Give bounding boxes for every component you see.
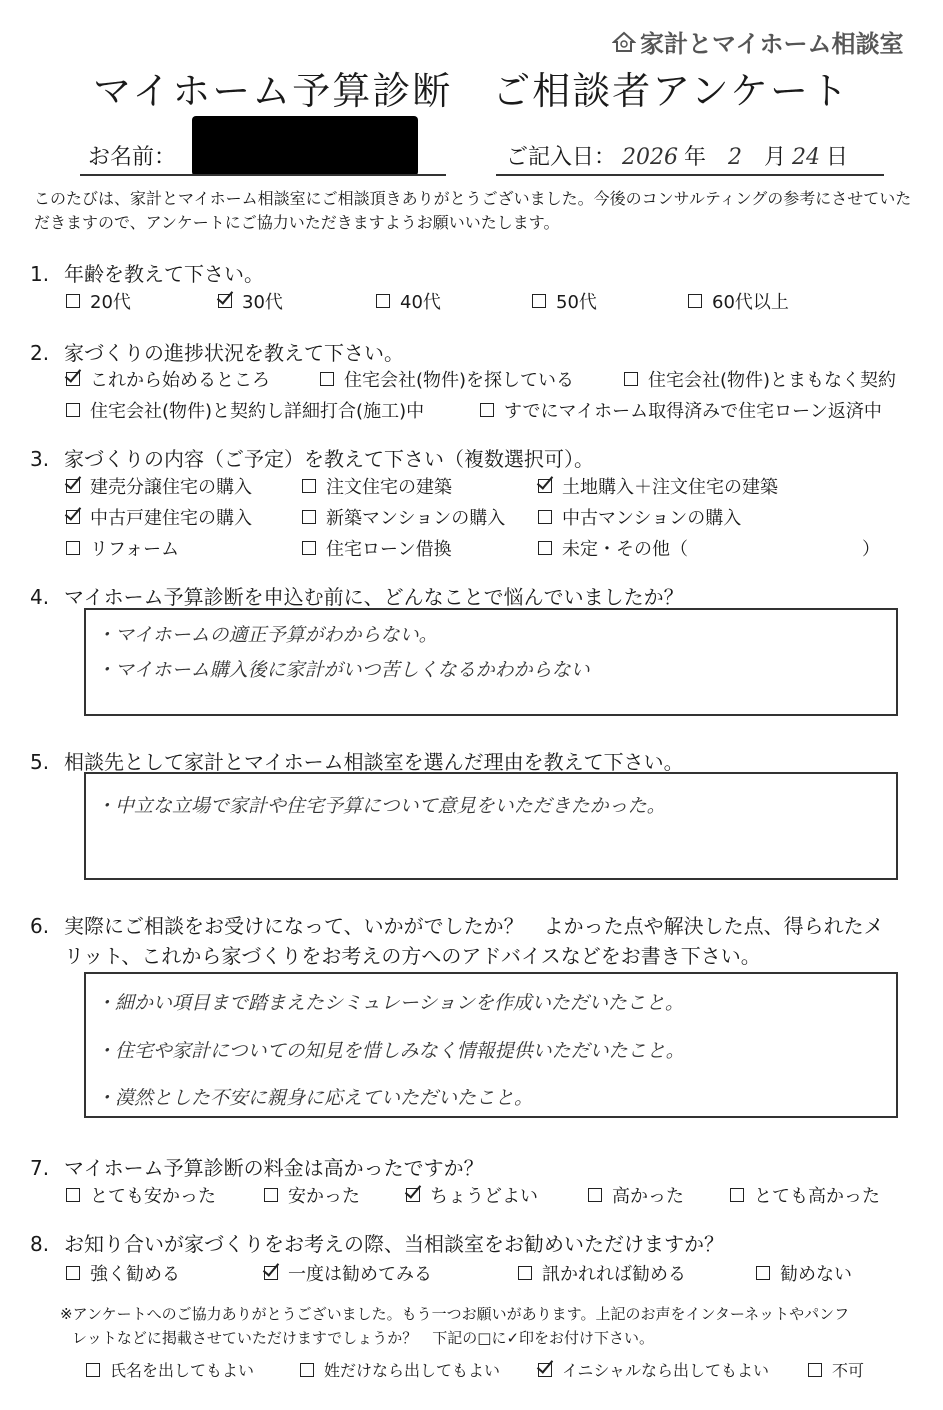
date-underline (496, 174, 884, 176)
q1-option-50s[interactable] (532, 288, 597, 314)
consent-option-initials[interactable] (538, 1358, 769, 1381)
checkbox[interactable] (302, 541, 316, 555)
q7-option-very-expensive[interactable] (730, 1182, 880, 1208)
checkbox[interactable] (320, 372, 334, 386)
checkbox[interactable] (86, 1363, 100, 1377)
question-text: マイホーム予算診断を申込む前に、どんなことで悩んでいましたか？ (64, 585, 684, 609)
question-6 (30, 910, 884, 939)
q2-option-starting[interactable] (66, 366, 270, 392)
option-label: ちょうどよい (430, 1186, 538, 1207)
q3-option-used-condo[interactable] (538, 504, 741, 530)
option-label: 訊かれれば勧める (542, 1264, 686, 1285)
logo-text: 家計とマイホーム相談室 (640, 30, 904, 58)
footer-note-line2: レットなどに掲載させていただけますでしょうか？ 下記の□に✓印をお付け下さい。 (72, 1329, 655, 1347)
q3-option-refinance[interactable] (302, 535, 452, 561)
question-number: 8. (30, 1232, 50, 1256)
option-label: 勧めない (780, 1264, 852, 1285)
question-number: 1. (30, 262, 50, 286)
answer-line: ・細かい項目まで踏まえたシミュレーションを作成いただいたこと。 (96, 992, 684, 1014)
checkbox-checked[interactable] (66, 479, 80, 493)
checkbox-checked[interactable] (218, 294, 232, 308)
checkbox[interactable] (532, 294, 546, 308)
question-text: 家づくりの進捗状況を教えて下さい。 (64, 341, 404, 365)
option-label: 中古マンションの購入 (562, 508, 742, 529)
option-label: 土地購入＋注文住宅の建築 (562, 477, 778, 498)
question-2 (30, 337, 404, 366)
checkbox[interactable] (66, 541, 80, 555)
checkbox[interactable] (480, 403, 494, 417)
answer-line: ・マイホーム購入後に家計がいつ苦しくなるかわからない (96, 659, 590, 681)
date-label: ご記入日： (506, 145, 617, 170)
option-label: 姓だけなら出してもよい (324, 1361, 501, 1380)
question-4 (30, 581, 684, 610)
checkbox[interactable] (518, 1266, 532, 1280)
option-label: 40代 (400, 292, 441, 313)
option-label: これから始めるところ (90, 370, 270, 391)
option-label: 不可 (832, 1361, 865, 1380)
date-field (506, 140, 848, 171)
question-3 (30, 443, 594, 472)
option-label: 60代以上 (712, 292, 789, 313)
name-label: お名前： (88, 145, 177, 170)
q7-option-expensive[interactable] (588, 1182, 684, 1208)
redacted-name (192, 116, 418, 176)
q3-option-ready-built[interactable] (66, 473, 252, 499)
date-month: 2 (728, 145, 743, 170)
option-label: 50代 (556, 292, 597, 313)
question-number: 5. (30, 750, 50, 774)
checkbox[interactable] (66, 1266, 80, 1280)
option-label: 安かった (288, 1186, 360, 1207)
checkbox[interactable] (300, 1363, 314, 1377)
option-label: すでにマイホーム取得済みで住宅ローン返済中 (504, 401, 882, 422)
question-number: 7. (30, 1156, 50, 1180)
answer-line: ・中立な立場で家計や住宅予算について意見をいただきたかった。 (96, 795, 666, 817)
q2-option-contract-soon[interactable] (624, 366, 896, 392)
q8-option-if-asked[interactable] (518, 1260, 686, 1286)
answer-line: ・住宅や家計についての知見を惜しみなく情報提供いただいたこと。 (96, 1040, 685, 1062)
option-label: 未定・その他（ (562, 539, 688, 560)
option-label: 建売分譲住宅の購入 (90, 477, 252, 498)
option-label: リフォーム (90, 539, 180, 560)
q7-option-just-right[interactable] (406, 1182, 538, 1208)
option-label: 高かった (612, 1186, 684, 1207)
question-1 (30, 258, 264, 287)
q2-option-repaying[interactable] (480, 397, 882, 423)
question-number: 2. (30, 341, 50, 365)
q3-option-custom-build[interactable] (302, 473, 452, 499)
name-underline (80, 174, 446, 176)
q7-option-very-cheap[interactable] (66, 1182, 216, 1208)
checkbox[interactable] (756, 1266, 770, 1280)
checkbox[interactable] (588, 1188, 602, 1202)
checkbox[interactable] (66, 294, 80, 308)
page-title: マイホーム予算診断 ご相談者アンケート (93, 69, 850, 113)
option-label: 30代 (242, 292, 283, 313)
checkbox-checked[interactable] (538, 479, 552, 493)
question-6-continued: リット、これから家づくりをお考えの方へのアドバイスなどをお書き下さい。 (64, 944, 761, 968)
q1-option-20s[interactable] (66, 288, 131, 314)
option-label: 中古戸建住宅の購入 (90, 508, 252, 529)
date-day: 24 (792, 145, 821, 170)
q8-option-strongly[interactable] (66, 1260, 180, 1286)
house-icon (612, 30, 636, 54)
q2-option-searching[interactable] (320, 366, 574, 392)
checkbox[interactable] (376, 294, 390, 308)
logo (612, 24, 904, 59)
question-text: マイホーム予算診断の料金は高かったですか？ (64, 1156, 484, 1180)
option-label: 住宅ローン借換 (326, 539, 452, 560)
q8-option-no[interactable] (756, 1260, 852, 1286)
checkbox-checked[interactable] (406, 1188, 420, 1202)
checkbox[interactable] (730, 1188, 744, 1202)
option-label: 20代 (90, 292, 131, 313)
checkbox-checked[interactable] (66, 510, 80, 524)
q3-option-new-condo[interactable] (302, 504, 505, 530)
checkbox[interactable] (302, 510, 316, 524)
option-label: とても高かった (754, 1186, 880, 1207)
checkbox[interactable] (264, 1188, 278, 1202)
checkbox[interactable] (688, 294, 702, 308)
option-label: 一度は勧めてみる (288, 1264, 432, 1285)
checkbox-checked[interactable] (264, 1266, 278, 1280)
date-year-unit: 年 (684, 145, 707, 170)
checkbox[interactable] (66, 1188, 80, 1202)
question-7 (30, 1152, 484, 1181)
q3-option-reform[interactable] (66, 535, 179, 561)
q1-option-60s-plus[interactable] (688, 288, 789, 314)
question-8 (30, 1228, 724, 1257)
option-label: 氏名を出してもよい (110, 1361, 255, 1380)
checkbox-checked[interactable] (538, 1363, 552, 1377)
consent-option-full-name[interactable] (86, 1358, 254, 1381)
date-day-unit: 日 (826, 145, 849, 170)
date-year: 2026 (622, 145, 679, 170)
option-label: 新築マンションの購入 (326, 508, 506, 529)
question-text: 家づくりの内容（ご予定）を教えて下さい（複数選択可）。 (64, 447, 594, 471)
q3-option-other[interactable] (538, 535, 688, 561)
answer-line: ・漠然とした不安に親身に応えていただいたこと。 (96, 1087, 534, 1109)
option-label: 住宅会社(物件)と契約し詳細打合(施工)中 (90, 401, 425, 422)
question-text: 実際にご相談をお受けになって、いかがでしたか？ よかった点や解決した点、得られたメ (64, 914, 884, 938)
checkbox[interactable] (538, 510, 552, 524)
q8-option-try-once[interactable] (264, 1260, 432, 1286)
question-number: 4. (30, 585, 50, 609)
question-text: 相談先として家計とマイホーム相談室を選んだ理由を教えて下さい。 (64, 750, 684, 774)
answer-box-q5[interactable] (84, 772, 898, 880)
question-text: 年齢を教えて下さい。 (64, 262, 264, 286)
option-label: 注文住宅の建築 (326, 477, 452, 498)
consent-option-no[interactable] (808, 1358, 864, 1381)
checkbox[interactable] (808, 1363, 822, 1377)
q3-option-used-house[interactable] (66, 504, 252, 530)
answer-line: ・マイホームの適正予算がわからない。 (96, 624, 438, 646)
option-label: イニシャルなら出してもよい (562, 1361, 770, 1380)
option-label: 住宅会社(物件)とまもなく契約 (648, 370, 897, 391)
option-label: とても安かった (90, 1186, 216, 1207)
question-number: 3. (30, 447, 50, 471)
question-number: 6. (30, 914, 50, 938)
q3-other-close-paren: ） (862, 539, 880, 560)
question-text: お知り合いが家づくりをお考えの際、当相談室をお勧めいただけますか？ (64, 1232, 724, 1256)
checkbox[interactable] (538, 541, 552, 555)
option-label: 強く勧める (90, 1264, 180, 1285)
consent-option-surname[interactable] (300, 1358, 500, 1381)
question-5 (30, 746, 684, 775)
checkbox-checked[interactable] (66, 372, 80, 386)
q7-option-cheap[interactable] (264, 1182, 360, 1208)
q2-option-in-construction[interactable] (66, 397, 424, 423)
checkbox[interactable] (624, 372, 638, 386)
q1-option-40s[interactable] (376, 288, 441, 314)
checkbox[interactable] (302, 479, 316, 493)
option-label: 住宅会社(物件)を探している (344, 370, 575, 391)
footer-note-line1: ※アンケートへのご協力ありがとうございました。もう一つお願いがあります。上記のお声をインターネットやパンフ (60, 1305, 850, 1323)
q3-option-land-custom[interactable] (538, 473, 778, 499)
checkbox[interactable] (66, 403, 80, 417)
intro-text: このたびは、家計とマイホーム相談室にご相談頂きありがとうございました。今後のコンサルティングの参考にさせていただきますので、アンケートにご協力いただきますようお願いいたします。 (34, 189, 912, 232)
q1-option-30s[interactable] (218, 288, 283, 314)
date-month-unit: 月 (764, 145, 787, 170)
